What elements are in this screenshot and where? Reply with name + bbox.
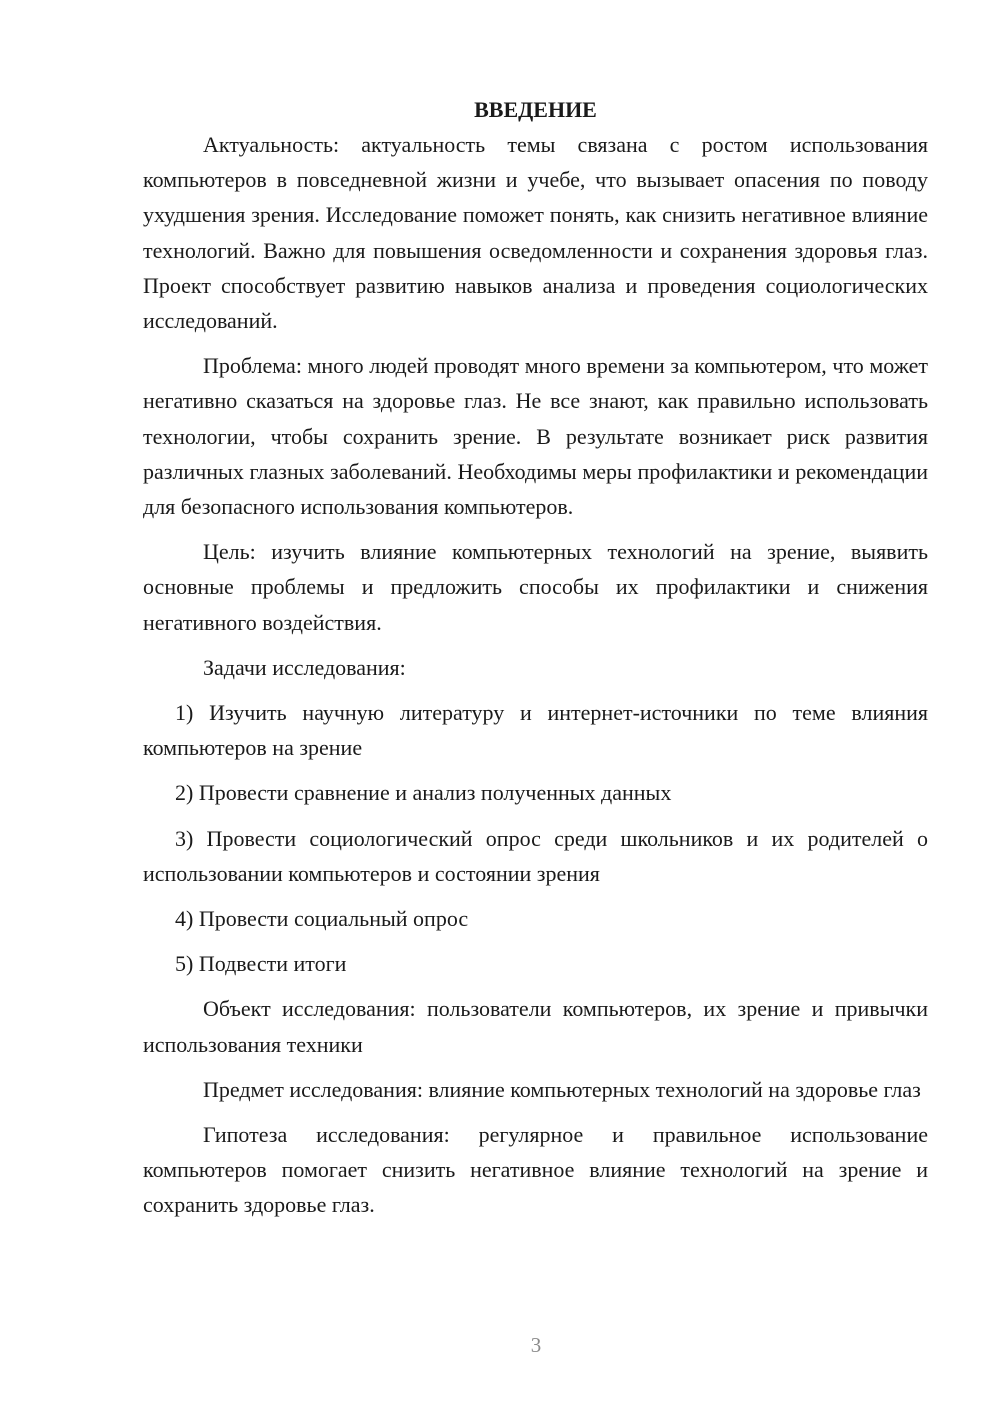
problem-paragraph: Проблема: много людей проводят много времени за компьютером, что может негативно сказаться на здоровье глаз. Не все знают, как правильно использовать технологии, чтобы сохранить зрение. В результате возникает риск развития различных глазных заболеваний. Необходимы меры профилактики и рекомендации для безопасного использования компьютеров.: [143, 353, 928, 520]
task-item: 2) Провести сравнение и анализ полученных данных: [175, 780, 672, 806]
task-item: 1) Изучить научную литературу и интернет-источники по теме влияния компьютеров на зрение: [143, 700, 928, 761]
document-page: [143, 92, 928, 1233]
section-title: ВВЕДЕНИЕ: [474, 97, 597, 122]
tasks-heading: Задачи исследования:: [203, 654, 406, 680]
object-paragraph: Объект исследования: пользователи компьютеров, их зрение и привычки использования техники: [143, 996, 928, 1057]
task-item: 4) Провести социальный опрос: [175, 906, 469, 932]
task-item: 5) Подвести итоги: [175, 951, 347, 977]
task-item: 3) Провести социологический опрос среди школьников и их родителей о использовании компьютеров и состоянии зрения: [143, 825, 928, 886]
hypothesis-paragraph: Гипотеза исследования: регулярное и правильное использование компьютеров помогает снизить негативное влияние технологий на зрение и сохранить здоровье глаз.: [143, 1122, 928, 1218]
subject-paragraph: Предмет исследования: влияние компьютерных технологий на здоровье глаз: [203, 1076, 921, 1102]
goal-paragraph: Цель: изучить влияние компьютерных технологий на зрение, выявить основные проблемы и предложить способы их профилактики и снижения негативного воздействия.: [143, 539, 928, 635]
relevance-paragraph: Актуальность: актуальность темы связана с ростом использования компьютеров в повседневной жизни и учебе, что вызывает опасения по поводу ухудшения зрения. Исследование поможет понять, как снизить негативное влияние технологий. Важно для повышения осведомленности и сохранения здоровья глаз. Проект способствует развитию навыков анализа и проведения социологических исследований.: [143, 132, 928, 334]
page-number: 3: [530, 1333, 542, 1357]
